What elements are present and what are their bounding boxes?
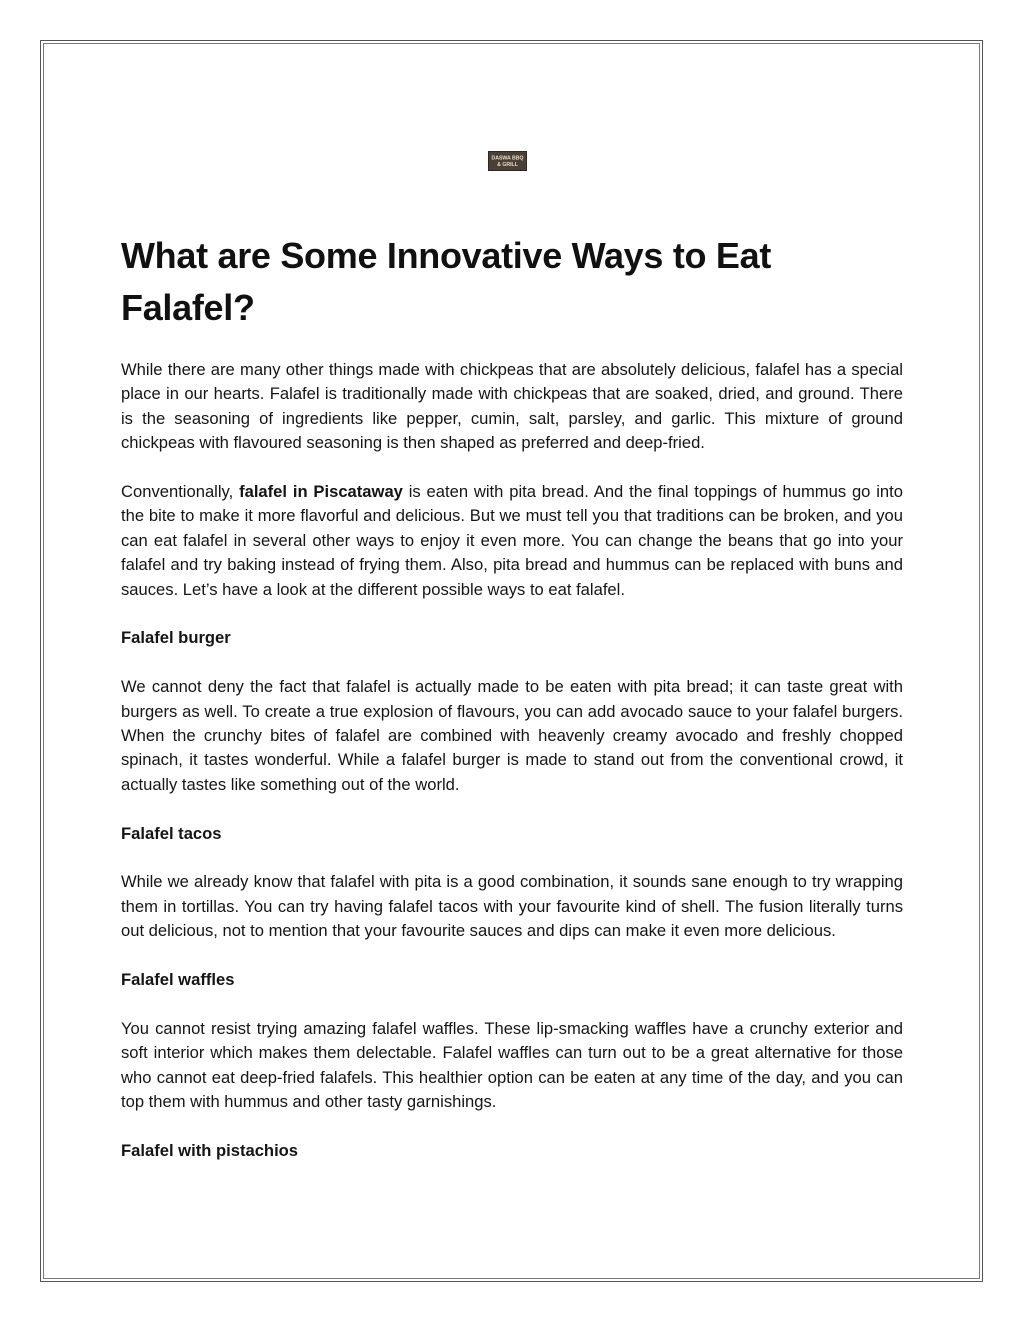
article <box>121 230 903 1188</box>
restaurant-logo <box>488 151 527 171</box>
section-heading-pistachios: Falafel with pistachios <box>121 1140 299 1160</box>
logo-text-line2: & GRILL <box>497 162 518 168</box>
intro-paragraph: While there are many other things made with chickpeas that are absolutely delicious, falafel has a special place in our hearts. Falafel is traditionally made with chickpeas that are soaked, dried, and ground. There is the seasoning of ingredients like pepper, cumin, salt, parsley, and garlic. This mixture of ground chickpeas with flavoured seasoning is then shaped as preferred and deep-fried. <box>121 360 903 453</box>
article-title: What are Some Innovative Ways to Eat Falafel? <box>121 235 772 328</box>
section-body-waffles: You cannot resist trying amazing falafel waffles. These lip-smacking waffles have a crunchy exterior and soft interior which makes them delectable. Falafel waffles can turn out to be a great alternative for those who cannot eat deep-fried falafels. This healthier option can be eaten at any time of the day, and you can top them with hummus and other tasty garnishings. <box>121 1018 903 1112</box>
section-body-tacos: While we already know that falafel with pita is a good combination, it sounds sane enough to try wrapping them in tortillas. You can try having falafel tacos with your favourite kind of shell. The fusion literally turns out delicious, not to mention that your favourite sauces and dips can make it even more delicious. <box>121 872 903 941</box>
section-heading-waffles: Falafel waffles <box>121 970 235 990</box>
section-heading-burger: Falafel burger <box>121 628 231 648</box>
conventional-paragraph <box>121 480 903 602</box>
section-body-burger: We cannot deny the fact that falafel is actually made to be eaten with pita bread; it can taste great with burgers as well. To create a true explosion of flavours, you can add avocado sauce to your falafel burgers. When the crunchy bites of falafel are combined with heavenly creamy avocado and freshly chopped spinach, it tastes wonderful. While a falafel burger is made to stand out from the conventional crowd, it actually tastes like something out of the world. <box>121 677 903 794</box>
logo-graphic <box>489 152 526 170</box>
falafel-piscataway-link[interactable]: falafel in Piscataway <box>239 482 403 502</box>
conventional-paragraph-prefix: Conventionally, <box>121 482 240 502</box>
conventional-paragraph-suffix: is eaten with pita bread. And the final toppings of hummus go into the bite to make it more flavorful and delicious. But we must tell you that traditions can be broken, and you can eat falafel in several other ways to enjoy it even more. You can change the beans that go into your falafel and try baking instead of frying them. Also, pita bread and hummus can be replaced with buns and sauces. Let’s have a look at the different possible ways to eat falafel. <box>121 482 903 599</box>
section-heading-tacos: Falafel tacos <box>121 823 222 843</box>
logo-text-line1: DASWA BBQ <box>491 155 524 162</box>
